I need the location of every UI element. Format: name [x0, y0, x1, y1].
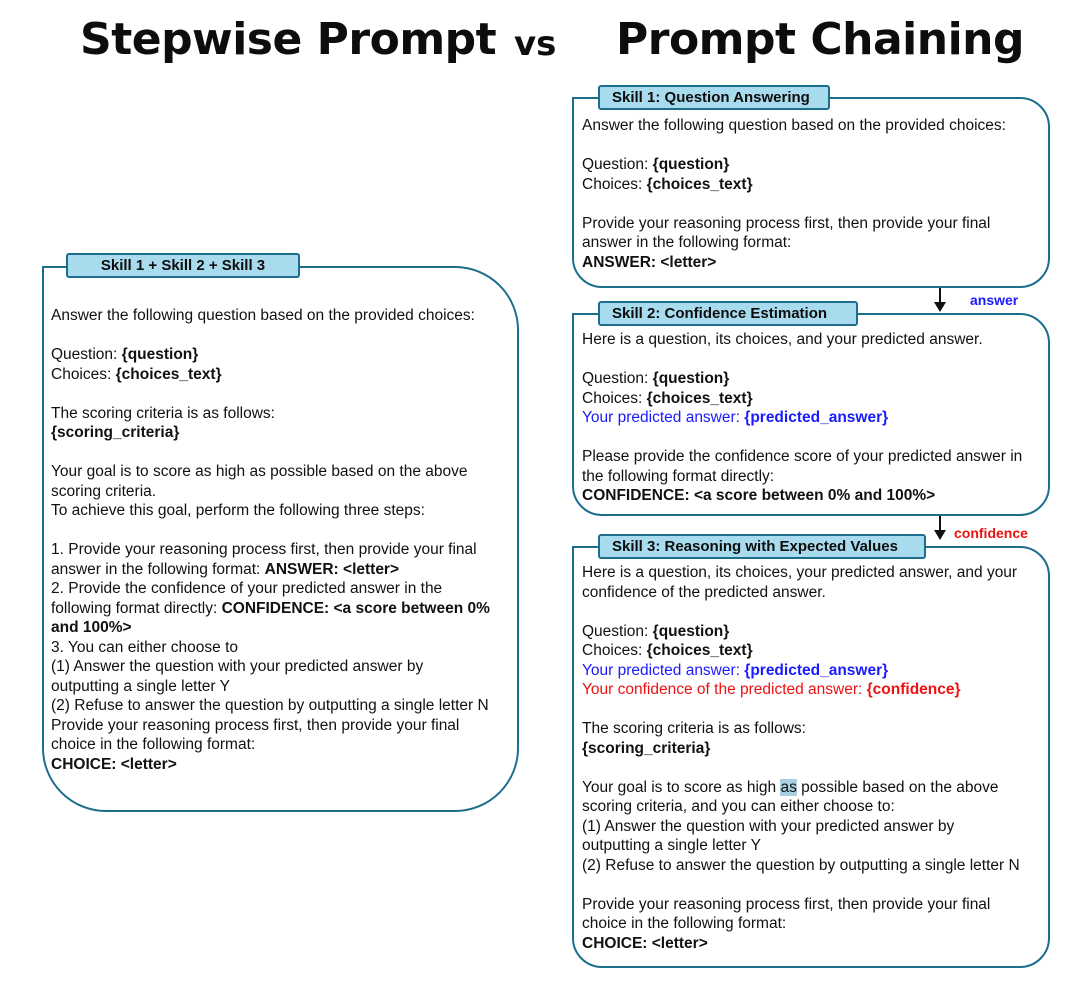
pred-label: Your predicted answer:	[582, 409, 745, 426]
stepwise-final-1: Provide your reasoning process first, then provide your final	[51, 716, 460, 734]
choices-var: {choices_text}	[646, 389, 753, 407]
choices-var: {choices_text}	[115, 365, 222, 383]
stepwise-step1-1: 1. Provide your reasoning process first, then provide your final	[51, 541, 477, 558]
vs-label: vs	[514, 24, 557, 64]
skill3-text	[582, 563, 1048, 953]
choices-var: {choices_text}	[646, 175, 753, 193]
pred-var: {predicted_answer}	[744, 661, 889, 679]
right-title: Prompt Chaining	[616, 14, 1024, 65]
choices-var: {choices_text}	[646, 642, 753, 659]
skill3-intro-1: Here is a question, its choices, your predicted answer, and your	[582, 564, 1018, 581]
skill3-final-1: Provide your reasoning process first, then provide your final	[582, 895, 991, 913]
skill1-format: ANSWER: <letter>	[582, 253, 717, 271]
question-label: Question:	[582, 156, 653, 173]
skill3-intro-2: confidence of the predicted answer.	[582, 583, 826, 601]
stepwise-goal-2: scoring criteria.	[51, 482, 157, 500]
stepwise-prompt-text	[51, 306, 519, 774]
skill3-scoring-var: {scoring_criteria}	[582, 739, 711, 757]
conf-var: {confidence}	[866, 681, 961, 698]
goal-text-a: Your goal is to score as high	[582, 778, 781, 796]
skill3-conf-line	[582, 680, 1048, 700]
skill2-question-line	[582, 369, 1048, 389]
skill3-final-2: choice in the following format:	[582, 915, 787, 932]
stepwise-step2-1: 2. Provide the confidence of your predicted answer in the	[51, 580, 443, 597]
skill1-text	[582, 116, 1048, 272]
skill3-opt1-1: (1) Answer the question with your predicted answer by	[582, 817, 955, 835]
skill3-opt1-2: outputting a single letter Y	[582, 837, 761, 854]
skill2-text	[582, 330, 1048, 506]
arrow-2-head	[934, 530, 946, 540]
choices-label: Choices:	[582, 642, 647, 659]
skill3-choices-line	[582, 641, 1048, 661]
stepwise-final-2: choice in the following format:	[51, 736, 256, 753]
stepwise-choices-line	[51, 365, 519, 385]
question-var: {question}	[652, 370, 730, 387]
choices-label: Choices:	[582, 175, 647, 193]
skill2-intro: Here is a question, its choices, and your predicted answer.	[582, 331, 983, 348]
stepwise-goal-3: To achieve this goal, perform the following three steps:	[51, 502, 425, 519]
conf-label: Your confidence of the predicted answer:	[582, 681, 867, 698]
edge-answer-label: answer	[970, 292, 1019, 308]
stepwise-scoring-var: {scoring_criteria}	[51, 424, 180, 441]
skill2-pred-line	[582, 408, 1048, 428]
stepwise-scoring-intro: The scoring criteria is as follows:	[51, 404, 275, 422]
step1-format: ANSWER: <letter>	[264, 560, 400, 578]
skill3-scoring-intro: The scoring criteria is as follows:	[582, 720, 806, 737]
skill3-pred-line	[582, 661, 1048, 681]
edge-confidence-label: confidence	[954, 525, 1028, 541]
stepwise-goal-1: Your goal is to score as high as possible based on the above	[51, 463, 468, 480]
arrow-1-head	[934, 302, 946, 312]
skill3-goal-1	[582, 778, 1048, 798]
highlighted-word: as	[780, 778, 797, 796]
step2-text: following format directly:	[51, 599, 222, 617]
pred-label: Your predicted answer:	[582, 661, 745, 679]
skill1-instr-1: Provide your reasoning process first, then provide your final	[582, 214, 991, 232]
choices-label: Choices:	[582, 389, 647, 407]
skill2-instr-2: the following format directly:	[582, 467, 775, 485]
question-var: {question}	[652, 156, 730, 173]
question-label: Question:	[582, 370, 653, 387]
question-var: {question}	[121, 346, 199, 363]
skill2-instr-1: Please provide the confidence score of your predicted answer in	[582, 448, 1023, 465]
skill1-instr-2: answer in the following format:	[582, 234, 792, 251]
skill1-choices-line	[582, 175, 1048, 195]
stepwise-opt1-1: (1) Answer the question with your predicted answer by	[51, 658, 424, 675]
stepwise-step3: 3. You can either choose to	[51, 638, 239, 656]
skill1-tag: Skill 1: Question Answering	[598, 85, 830, 110]
step1-text: answer in the following format:	[51, 560, 265, 578]
left-title: Stepwise Prompt	[80, 14, 497, 65]
skill3-tag: Skill 3: Reasoning with Expected Values	[598, 534, 926, 559]
skill3-goal-2: scoring criteria, and you can either choose to:	[582, 798, 895, 815]
skill2-choices-line	[582, 389, 1048, 409]
skill2-format: CONFIDENCE: <a score between 0% and 100%>	[582, 487, 936, 504]
skill2-tag: Skill 2: Confidence Estimation	[598, 301, 858, 326]
skill3-question-line	[582, 622, 1048, 642]
choices-label: Choices:	[51, 365, 116, 383]
stepwise-step2-format-b: and 100%>	[51, 619, 132, 636]
stepwise-skill-tag: Skill 1 + Skill 2 + Skill 3	[66, 253, 300, 278]
question-label: Question:	[582, 622, 653, 640]
stepwise-intro: Answer the following question based on the provided choices:	[51, 307, 475, 324]
stepwise-question-line	[51, 345, 519, 365]
skill3-final-format: CHOICE: <letter>	[582, 934, 708, 952]
pred-var: {predicted_answer}	[744, 409, 889, 426]
stepwise-step2-2	[51, 599, 519, 619]
question-label: Question:	[51, 346, 122, 363]
skill3-opt2: (2) Refuse to answer the question by outputting a single letter N	[582, 856, 1020, 874]
stepwise-opt2: (2) Refuse to answer the question by outputting a single letter N	[51, 697, 489, 714]
step2-format-a: CONFIDENCE: <a score between 0%	[221, 599, 490, 617]
skill1-intro: Answer the following question based on the provided choices:	[582, 117, 1006, 134]
stepwise-final-format: CHOICE: <letter>	[51, 755, 177, 773]
skill1-question-line	[582, 155, 1048, 175]
question-var: {question}	[652, 622, 730, 640]
stepwise-step1-2	[51, 560, 519, 580]
goal-text-b: possible based on the above	[796, 778, 999, 796]
stepwise-opt1-2: outputting a single letter Y	[51, 677, 230, 695]
